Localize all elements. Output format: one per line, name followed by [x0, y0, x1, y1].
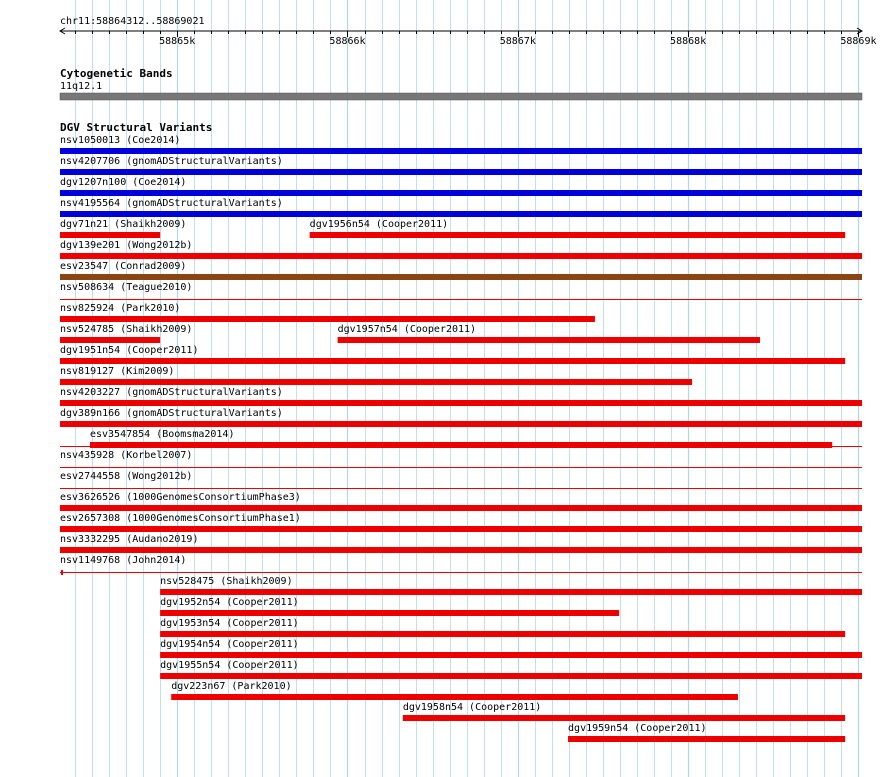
dgv-feature-bar[interactable]: [160, 589, 862, 595]
dgv-feature[interactable]: [60, 387, 862, 406]
dgv-feature[interactable]: [160, 597, 619, 616]
dgv-feature-label: dgv1207n100 (Coe2014): [60, 177, 187, 188]
dgv-feature-label: dgv71n21 (Shaikh2009): [60, 219, 187, 230]
dgv-feature-bar[interactable]: [568, 736, 845, 742]
dgv-feature[interactable]: [60, 429, 862, 448]
dgv-feature-bar[interactable]: [60, 274, 862, 280]
dgv-feature-bar[interactable]: [171, 694, 738, 700]
dgv-feature[interactable]: [568, 723, 845, 742]
dgv-feature-bar[interactable]: [60, 526, 862, 532]
dgv-feature-label: nsv4195564 (gnomADStructuralVariants): [60, 198, 283, 209]
dgv-feature-label: nsv4203227 (gnomADStructuralVariants): [60, 387, 283, 398]
dgv-feature-label: nsv435928 (Korbel2007): [60, 450, 193, 461]
ruler-tick-label: 58865k: [159, 36, 196, 47]
dgv-feature-bar[interactable]: [338, 337, 760, 343]
dgv-feature-label: nsv1149768 (John2014): [60, 555, 187, 566]
dgv-feature-bar[interactable]: [60, 148, 862, 154]
cytoband-track[interactable]: [60, 67, 862, 100]
dgv-feature[interactable]: [403, 702, 845, 721]
dgv-feature-label: esv2744558 (Wong2012b): [60, 471, 193, 482]
dgv-feature-label: dgv1953n54 (Cooper2011): [160, 618, 299, 629]
dgv-feature-label: dgv1952n54 (Cooper2011): [160, 597, 299, 608]
dgv-feature-label: dgv1957n54 (Cooper2011): [337, 324, 477, 335]
dgv-feature-bar[interactable]: [60, 505, 862, 511]
dgv-feature[interactable]: [310, 219, 845, 238]
dgv-feature[interactable]: [60, 345, 845, 364]
dgv-feature-bar[interactable]: [60, 379, 692, 385]
dgv-feature-label: nsv508634 (Teague2010): [60, 282, 193, 293]
dgv-feature-bar[interactable]: [60, 358, 845, 364]
dgv-feature-label: dgv1958n54 (Cooper2011): [402, 702, 542, 713]
dgv-feature-label: dgv139e201 (Wong2012b): [60, 240, 193, 251]
dgv-feature[interactable]: [60, 555, 862, 575]
dgv-feature-bar[interactable]: [90, 442, 832, 448]
dgv-feature[interactable]: [60, 219, 186, 238]
dgv-feature-label: dgv1954n54 (Cooper2011): [160, 639, 299, 650]
dgv-features: [60, 135, 862, 742]
dgv-feature[interactable]: [60, 261, 862, 280]
dgv-track-title: DGV Structural Variants: [60, 121, 213, 134]
dgv-feature-bar[interactable]: [60, 211, 862, 217]
dgv-feature[interactable]: [60, 366, 692, 385]
ruler-tick-label: 58869k: [840, 36, 877, 47]
dgv-feature[interactable]: [60, 177, 862, 196]
dgv-feature-bar[interactable]: [160, 673, 862, 679]
coordinate-ruler[interactable]: [60, 16, 876, 47]
dgv-feature-bar[interactable]: [403, 715, 845, 721]
dgv-feature-bar[interactable]: [160, 652, 862, 658]
dgv-feature[interactable]: [60, 156, 862, 175]
dgv-feature-label: dgv1959n54 (Cooper2011): [568, 723, 707, 734]
region-label: chr11:58864312..58869021: [60, 16, 205, 27]
dgv-feature-bar[interactable]: [60, 253, 862, 259]
dgv-feature-marker: [61, 570, 63, 575]
dgv-feature-label: dgv389n166 (gnomADStructuralVariants): [60, 408, 283, 419]
dgv-feature-label: nsv524785 (Shaikh2009): [60, 324, 193, 335]
ruler-tick-label: 58867k: [499, 36, 536, 47]
dgv-feature-label: esv23547 (Conrad2009): [60, 261, 187, 272]
dgv-feature-bar[interactable]: [60, 400, 862, 406]
dgv-feature-label: dgv223n67 (Park2010): [171, 681, 292, 692]
dgv-feature[interactable]: [338, 324, 760, 343]
dgv-feature[interactable]: [60, 513, 862, 532]
dgv-feature[interactable]: [60, 450, 862, 468]
cytoband-label: 11q12.1: [60, 81, 103, 92]
dgv-feature-bar[interactable]: [60, 547, 862, 553]
dgv-feature[interactable]: [60, 471, 862, 489]
dgv-feature-bar[interactable]: [160, 631, 845, 637]
dgv-feature-label: dgv1951n54 (Cooper2011): [60, 345, 199, 356]
ruler-tick-label: 58866k: [329, 36, 366, 47]
dgv-feature[interactable]: [60, 534, 862, 553]
dgv-feature-label: esv3547854 (Boomsma2014): [89, 429, 235, 440]
dgv-feature-bar[interactable]: [60, 232, 160, 238]
dgv-feature[interactable]: [60, 408, 862, 427]
dgv-feature-bar[interactable]: [310, 232, 845, 238]
dgv-feature[interactable]: [60, 198, 862, 217]
dgv-feature[interactable]: [60, 135, 862, 154]
dgv-feature[interactable]: [60, 240, 862, 259]
cytoband-track-title: Cytogenetic Bands: [60, 67, 173, 80]
dgv-feature-bar[interactable]: [160, 610, 619, 616]
dgv-feature-label: nsv819127 (Kim2009): [60, 366, 175, 377]
dgv-feature-label: nsv4207706 (gnomADStructuralVariants): [60, 156, 283, 167]
cytoband-bar[interactable]: [60, 93, 862, 100]
dgv-feature-label: dgv1955n54 (Cooper2011): [160, 660, 299, 671]
dgv-feature-label: nsv528475 (Shaikh2009): [160, 576, 293, 587]
dgv-feature-bar[interactable]: [60, 190, 862, 196]
dgv-feature[interactable]: [60, 492, 862, 511]
dgv-feature-label: nsv825924 (Park2010): [60, 303, 181, 314]
dgv-feature[interactable]: [60, 324, 192, 343]
dgv-feature-bar[interactable]: [60, 337, 160, 343]
dgv-feature[interactable]: [60, 282, 862, 300]
dgv-feature[interactable]: [160, 618, 845, 637]
dgv-feature-label: esv3626526 (1000GenomesConsortiumPhase3): [60, 492, 301, 503]
dgv-feature-label: nsv3332295 (Audano2019): [60, 534, 199, 545]
dgv-feature[interactable]: [171, 681, 738, 700]
dgv-feature[interactable]: [60, 303, 595, 322]
dgv-structural-variants-track[interactable]: [60, 121, 862, 742]
dgv-feature-bar[interactable]: [60, 316, 595, 322]
dgv-feature-bar[interactable]: [60, 169, 862, 175]
dgv-feature-label: nsv1050013 (Coe2014): [60, 135, 181, 146]
dgv-feature-label: esv2657308 (1000GenomesConsortiumPhase1): [60, 513, 301, 524]
dgv-feature-bar[interactable]: [60, 421, 862, 427]
ruler-tick-label: 58868k: [670, 36, 707, 47]
dgv-feature-label: dgv1956n54 (Cooper2011): [309, 219, 449, 230]
